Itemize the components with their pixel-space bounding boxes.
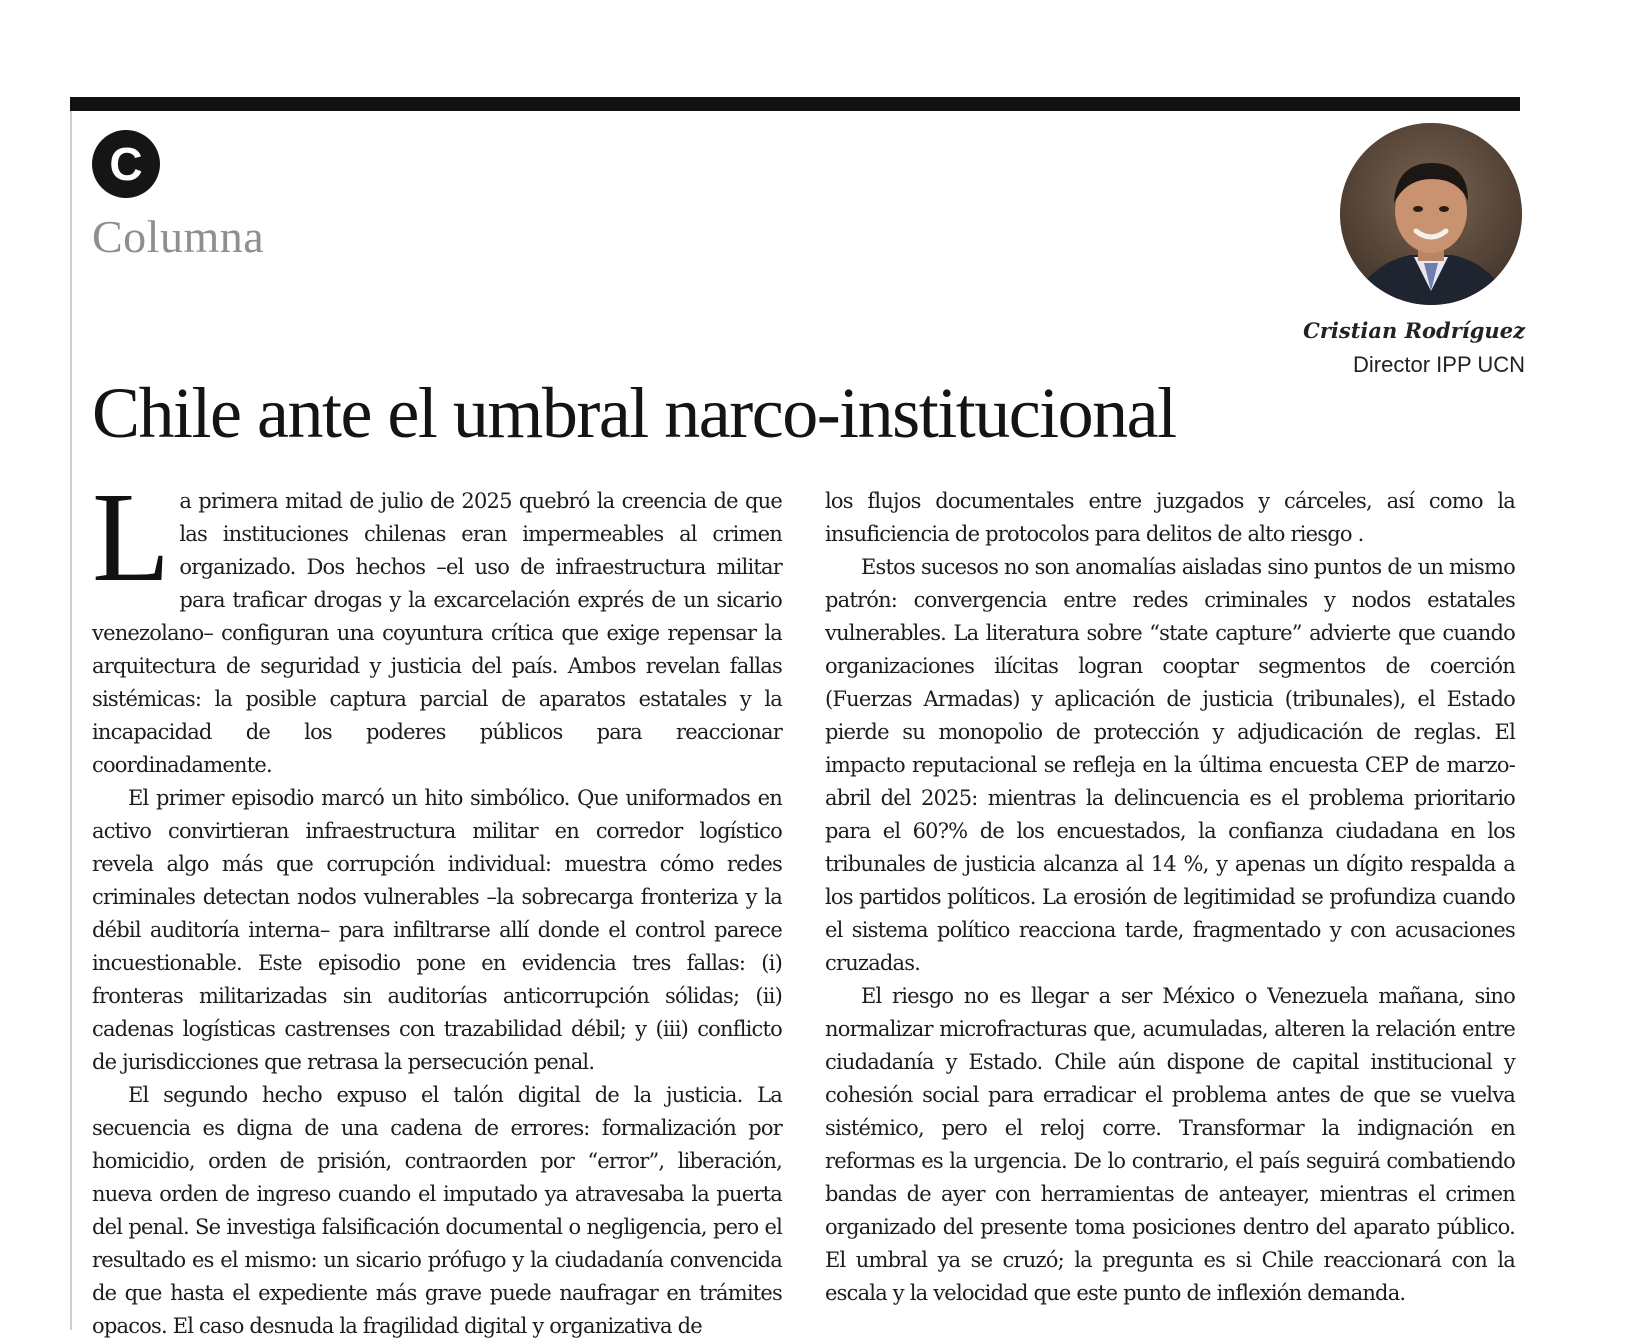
article-paragraph: El segundo hecho expuso el talón digital de la justicia. La secuencia es digna de una cadena de errores: formalización por homicidio, orden de prisión, contraorden por “error”, liberación, nueva orden de ingreso cuando el imputado ya atravesaba la puerta del penal. Se investiga falsificación documental o negligencia, pero el resultado es el mismo: un sicario prófugo y la ciudadanía convencida de que hasta el expediente más grave puede naufragar en trámites opacos. El caso desnuda la fragilidad digital y organizativa de bbox=[92, 1083, 782, 1338]
top-rule bbox=[70, 97, 1520, 111]
author-photo bbox=[1340, 123, 1522, 305]
article-paragraph: El riesgo no es llegar a ser México o Venezuela mañana, sino normalizar microfracturas que, acumuladas, alteren la relación entre ciudadanía y Estado. Chile aún dispone de capital institucional y cohesión social para erradicar el problema antes de que se vuelva sistémico, pero el reloj corre. Transformar la indignación en reformas es la urgencia. De lo contrario, el país seguirá combatiendo bandas de ayer con herramientas de anteayer, mientras el crimen organizado del presente toma posiciones dentro del aparato público. El umbral ya se cruzó; la pregunta es si Chile reaccionará con la escala y la velocidad que este punto de inflexión demanda. bbox=[825, 984, 1515, 1305]
drop-cap: L bbox=[92, 466, 170, 608]
article-paragraph: Estos sucesos no son anomalías aisladas sino puntos de un mismo patrón: convergencia entre redes criminales y nodos estatales vulnerables. La literatura sobre “state capture” advierte que cuando organizaciones ilícitas logran cooptar segmentos de coerción (Fuerzas Armadas) y aplicación de justicia (tribunales), el Estado pierde su monopolio de protección y adjudicación de reglas. El impacto reputacional se refleja en la última encuesta CEP de marzo-abril del 2025: mientras la delincuencia es el problema prioritario para el 60?% de los encuestados, la confianza ciudadana en los tribunales de justicia alcanza al 14 %, y apenas un dígito respalda a los partidos políticos. La erosión de legitimidad se profundiza cuando el sistema político reacciona tarde, fragmentado y con acusaciones cruzadas. bbox=[825, 555, 1515, 975]
paragraph-text: a primera mitad de julio de 2025 quebró la creencia de que las instituciones chilenas eran impermeables al crimen organizado. Dos hechos –el uso de infraestructura militar para traficar drogas y la excarcelación exprés de un sicario venezolano– configuran una coyuntura crítica que exige repensar la arquitectura de seguridad y justicia del país. Ambos revelan fallas sistémicas: la posible captura parcial de aparatos estatales y la incapacidad de los poderes públicos para reaccionar coordinadamente. bbox=[92, 489, 782, 777]
article-paragraph: los flujos documentales entre juzgados y cárceles, así como la insuficiencia de protocolos para delitos de alto riesgo . bbox=[825, 489, 1515, 546]
author-role: Director IPP UCN bbox=[1353, 352, 1525, 377]
article-headline: Chile ante el umbral narco-institucional bbox=[92, 373, 1176, 453]
article-column-right bbox=[825, 485, 1515, 1310]
column-left-rule bbox=[70, 111, 72, 1330]
section-badge: C bbox=[92, 130, 160, 198]
section-label: Columna bbox=[92, 211, 265, 262]
author-portrait-image bbox=[1340, 123, 1522, 305]
author-name: Cristian Rodríguez bbox=[1303, 318, 1525, 343]
article-paragraph bbox=[92, 466, 782, 782]
article-paragraph: El primer episodio marcó un hito simbólico. Que uniformados en activo convirtieran infraestructura militar en corredor logístico revela algo más que corrupción individual: muestra cómo redes criminales detectan nodos vulnerables –la sobrecarga fronteriza y la débil auditoría interna– para infiltrarse allí donde el control parece incuestionable. Este episodio pone en evidencia tres fallas: (i) fronteras militarizadas sin auditorías anticorrupción sólidas; (ii) cadenas logísticas castrenses con trazabilidad débil; y (iii) conflicto de jurisdicciones que retrasa la persecución penal. bbox=[92, 786, 782, 1074]
article-column-left bbox=[92, 466, 782, 1343]
